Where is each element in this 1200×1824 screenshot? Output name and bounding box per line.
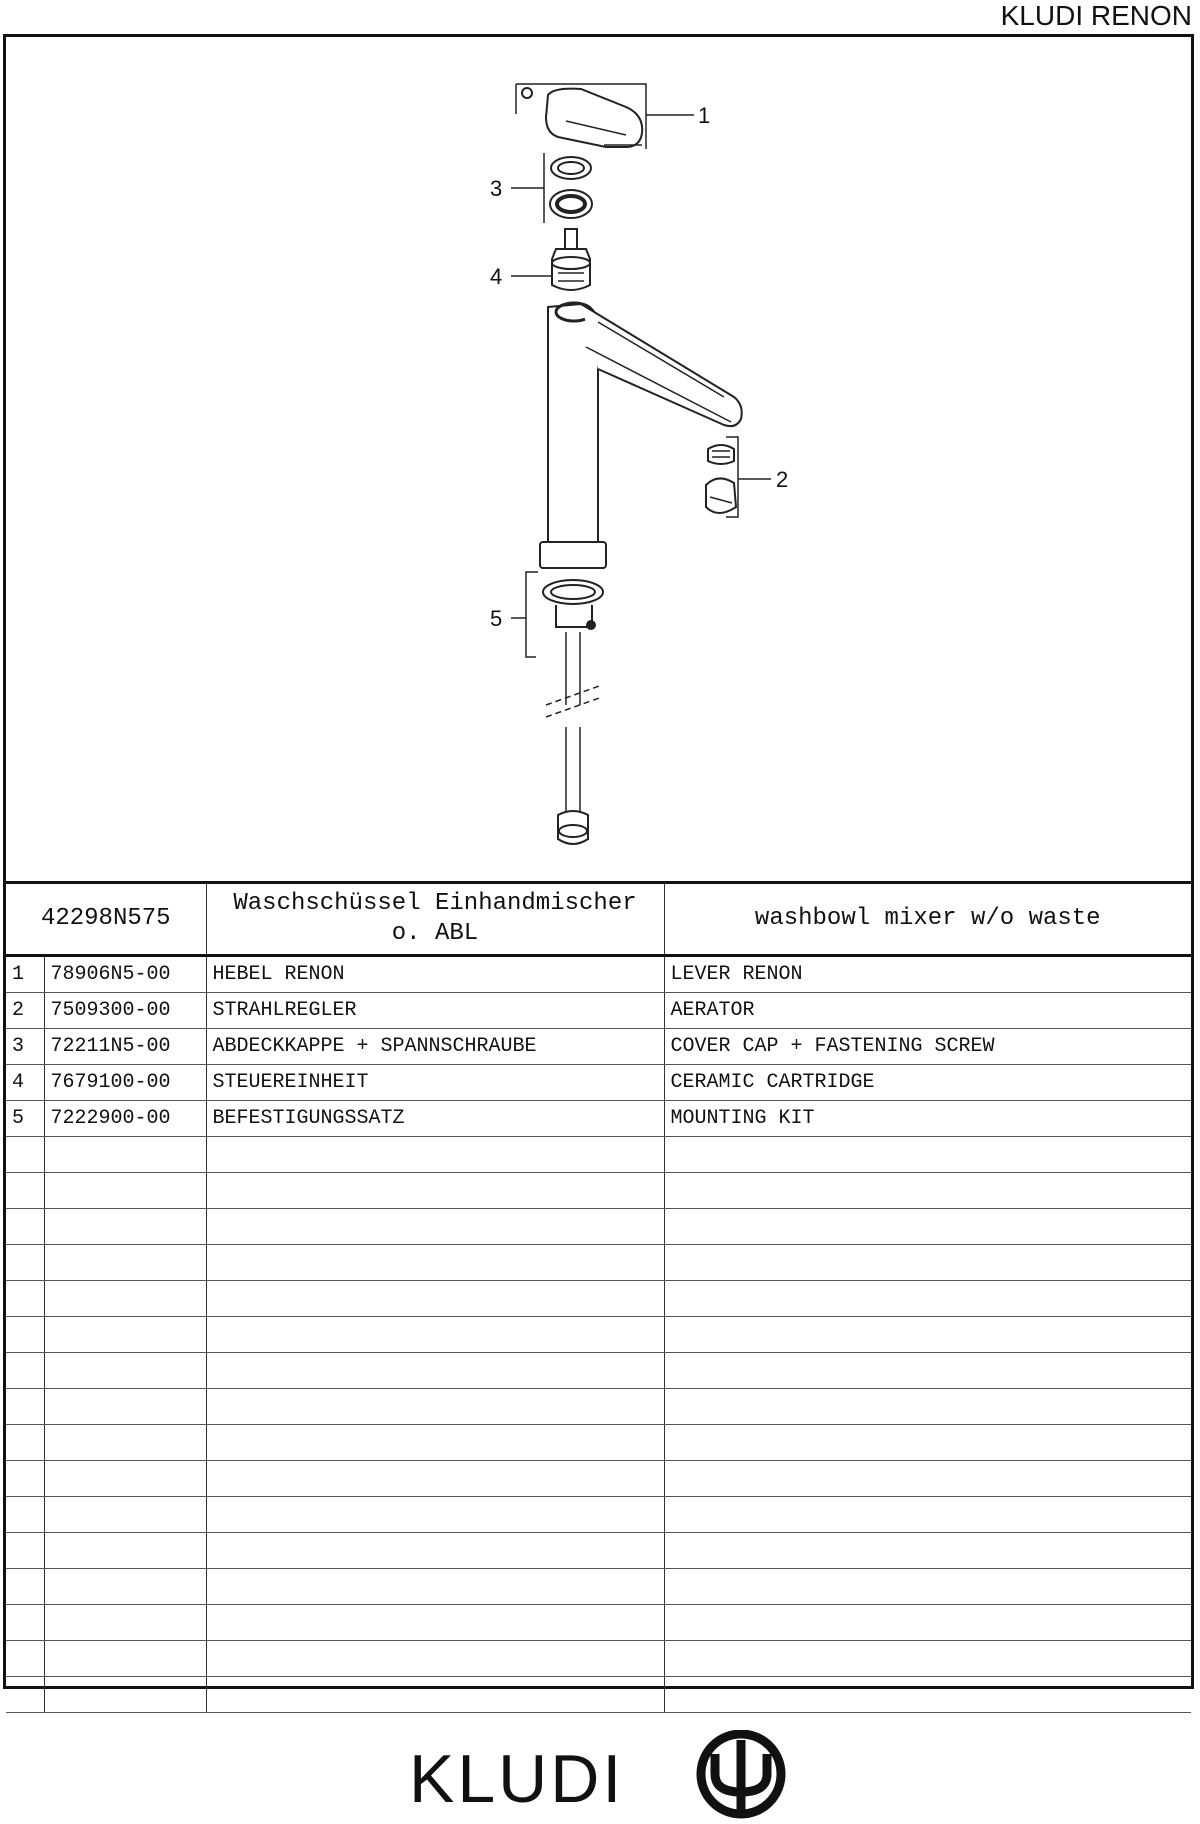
empty-cell [664,1641,1191,1677]
empty-cell [206,1641,664,1677]
empty-cell [664,1137,1191,1173]
part-number-cell: 7509300-00 [44,993,206,1029]
empty-table-row [6,1245,1191,1281]
empty-cell [44,1605,206,1641]
empty-cell [44,1461,206,1497]
empty-cell [44,1533,206,1569]
empty-cell [6,1317,44,1353]
empty-cell [664,1281,1191,1317]
empty-cell [664,1461,1191,1497]
german-name-cell: STRAHLREGLER [206,993,664,1029]
empty-cell [6,1173,44,1209]
callout-3: 3 [490,176,503,201]
empty-table-row [6,1497,1191,1533]
empty-table-row [6,1461,1191,1497]
empty-cell [44,1641,206,1677]
logo-symbol-icon [701,1734,781,1814]
description-german: Waschschüssel Einhandmischer o. ABL [206,883,664,956]
empty-cell [6,1569,44,1605]
empty-table-row [6,1569,1191,1605]
empty-table-row [6,1605,1191,1641]
empty-cell [664,1677,1191,1713]
part-number-cell: 78906N5-00 [44,956,206,993]
empty-table-row [6,1389,1191,1425]
faucet-exploded-diagram [6,37,1191,881]
german-name-cell: HEBEL RENON [206,956,664,993]
empty-cell [44,1317,206,1353]
empty-cell [206,1137,664,1173]
empty-cell [44,1677,206,1713]
empty-cell [664,1497,1191,1533]
aerator-part [706,437,738,517]
position-cell: 5 [6,1101,44,1137]
empty-cell [664,1173,1191,1209]
table-header-row [6,883,1191,956]
exploded-view-drawing [6,37,1191,881]
empty-cell [44,1353,206,1389]
empty-cell [206,1209,664,1245]
mounting-kit-part [526,572,603,844]
empty-cell [6,1461,44,1497]
kludi-logo-mark [405,1730,805,1820]
empty-table-row [6,1677,1191,1713]
empty-cell [44,1569,206,1605]
empty-table-row [6,1533,1191,1569]
empty-cell [664,1389,1191,1425]
german-name-cell: STEUEREINHEIT [206,1065,664,1101]
empty-table-row [6,1317,1191,1353]
empty-cell [6,1533,44,1569]
empty-cell [206,1173,664,1209]
faucet-body [540,303,742,568]
empty-cell [206,1281,664,1317]
table-row [6,1065,1191,1101]
empty-cell [664,1533,1191,1569]
kludi-logo [0,1730,1200,1820]
empty-table-row [6,1641,1191,1677]
empty-table-row [6,1281,1191,1317]
lever-part [516,84,646,149]
callout-1: 1 [698,103,711,128]
part-number-cell: 7222900-00 [44,1101,206,1137]
position-cell: 3 [6,1029,44,1065]
empty-cell [6,1677,44,1713]
drawing-sheet [3,34,1194,1689]
empty-cell [6,1641,44,1677]
empty-cell [664,1317,1191,1353]
cartridge-part [552,229,590,290]
cover-cap-part [544,153,592,223]
empty-cell [206,1425,664,1461]
empty-cell [44,1209,206,1245]
logo-wordmark: KLUDI [409,1741,625,1817]
empty-cell [206,1353,664,1389]
callout-5: 5 [490,606,503,631]
empty-cell [664,1605,1191,1641]
german-name-cell: BEFESTIGUNGSSATZ [206,1101,664,1137]
empty-cell [6,1245,44,1281]
empty-cell [206,1605,664,1641]
empty-cell [6,1353,44,1389]
empty-cell [44,1425,206,1461]
callout-2: 2 [776,467,789,492]
empty-cell [664,1245,1191,1281]
german-name-cell: ABDECKKAPPE + SPANNSCHRAUBE [206,1029,664,1065]
empty-cell [6,1209,44,1245]
empty-cell [6,1281,44,1317]
empty-cell [44,1389,206,1425]
empty-cell [6,1389,44,1425]
table-row [6,956,1191,993]
empty-cell [6,1605,44,1641]
empty-cell [6,1137,44,1173]
english-name-cell: MOUNTING KIT [664,1101,1191,1137]
empty-cell [664,1209,1191,1245]
empty-table-row [6,1425,1191,1461]
empty-cell [44,1173,206,1209]
empty-table-row [6,1137,1191,1173]
empty-cell [206,1245,664,1281]
empty-cell [206,1389,664,1425]
empty-cell [44,1497,206,1533]
table-row [6,1101,1191,1137]
empty-table-row [6,1353,1191,1389]
empty-table-row [6,1173,1191,1209]
empty-cell [664,1353,1191,1389]
callout-4: 4 [490,264,503,289]
empty-cell [206,1533,664,1569]
empty-cell [6,1497,44,1533]
empty-cell [206,1461,664,1497]
article-number: 42298N575 [6,883,206,956]
english-name-cell: LEVER RENON [664,956,1191,993]
empty-cell [664,1569,1191,1605]
english-name-cell: CERAMIC CARTRIDGE [664,1065,1191,1101]
table-row [6,993,1191,1029]
empty-cell [206,1317,664,1353]
empty-cell [6,1425,44,1461]
part-number-cell: 72211N5-00 [44,1029,206,1065]
empty-cell [44,1137,206,1173]
empty-cell [44,1245,206,1281]
position-cell: 4 [6,1065,44,1101]
english-name-cell: AERATOR [664,993,1191,1029]
part-number-cell: 7679100-00 [44,1065,206,1101]
empty-cell [44,1281,206,1317]
empty-cell [206,1569,664,1605]
english-name-cell: COVER CAP + FASTENING SCREW [664,1029,1191,1065]
empty-cell [664,1425,1191,1461]
parts-list-table [6,881,1191,1713]
page-title: KLUDI RENON [1000,0,1192,31]
description-english: washbowl mixer w/o waste [664,883,1191,956]
table-row [6,1029,1191,1065]
empty-table-row [6,1209,1191,1245]
empty-cell [206,1497,664,1533]
position-cell: 1 [6,956,44,993]
empty-cell [206,1677,664,1713]
position-cell: 2 [6,993,44,1029]
